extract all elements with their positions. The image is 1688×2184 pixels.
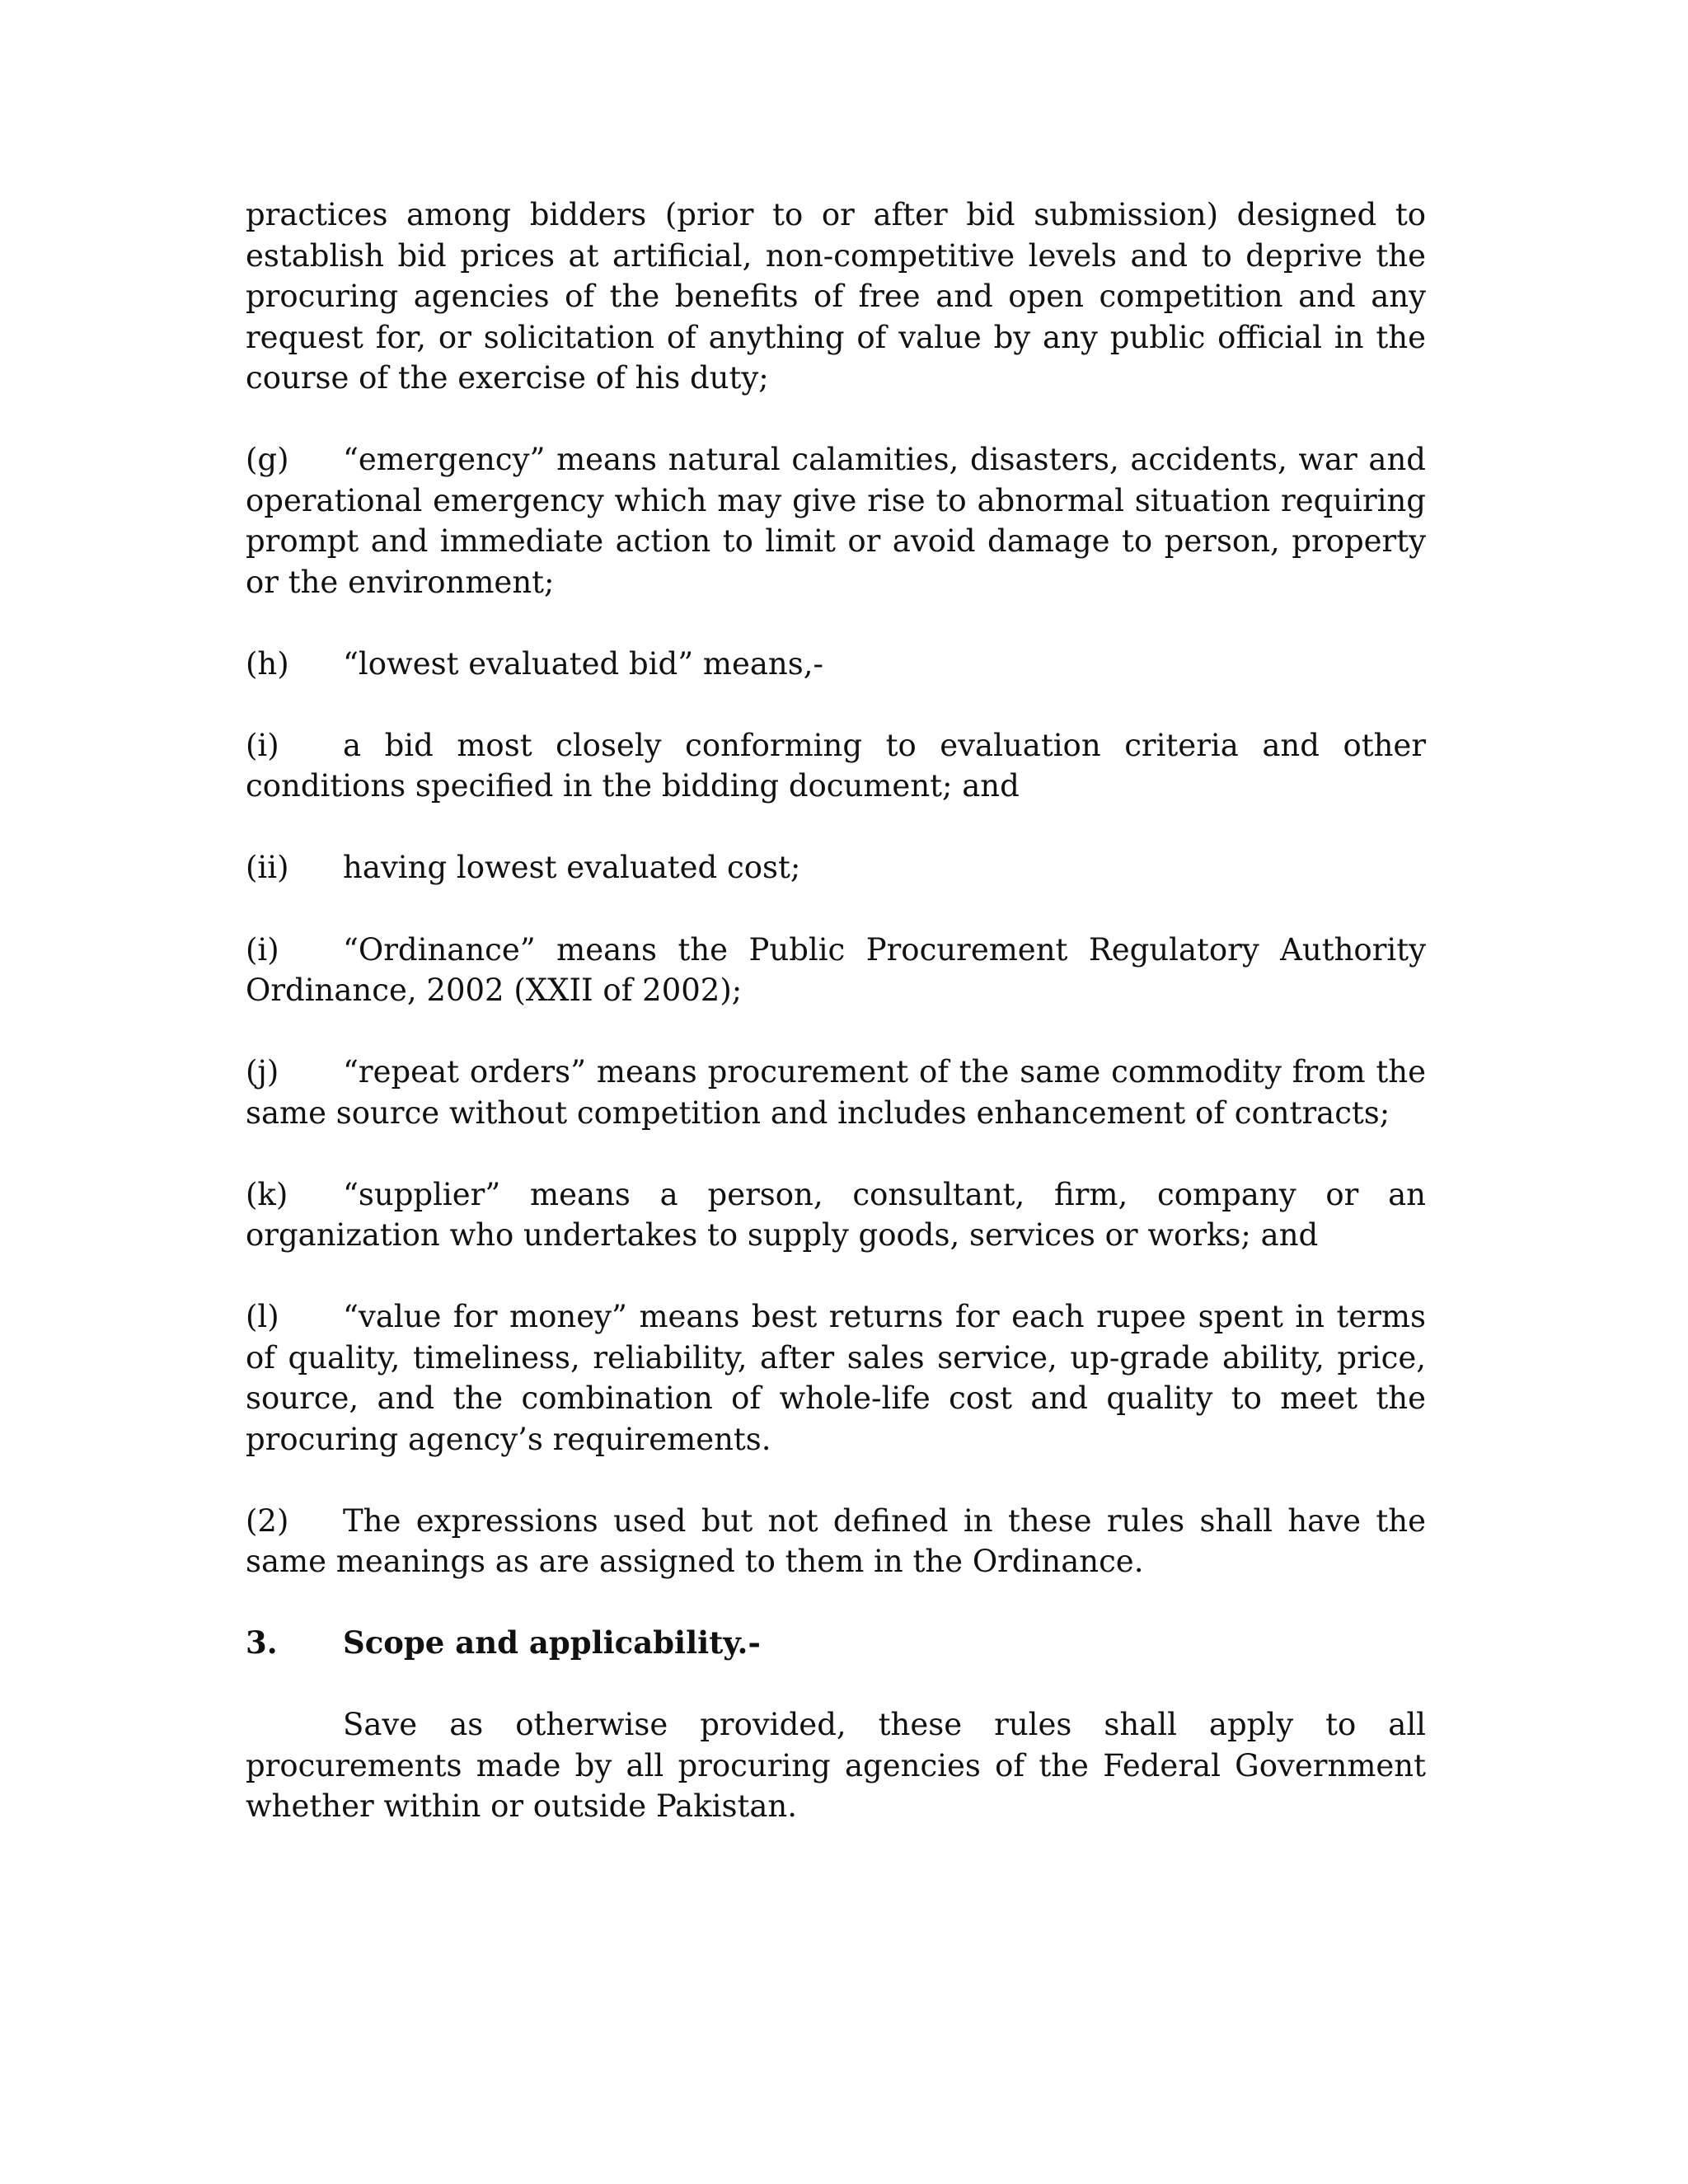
clause-label: (ii)	[246, 850, 289, 885]
definition-repeat-orders	[246, 1052, 1426, 1133]
section-heading	[246, 1623, 1426, 1664]
definition-emergency	[246, 439, 1426, 602]
section-text: Save as otherwise provided, these rules shall apply to all procurements made by all procuring agencies of the Federal Government whether within or outside Pakistan.	[246, 1707, 1426, 1824]
clause-label: (2)	[246, 1502, 289, 1539]
clause-label: (i)	[246, 931, 279, 968]
clause-text: “supplier” means a person, consultant, firm, company or an organization who undertakes to supply goods, services or works; and	[246, 1176, 1426, 1253]
clause-text: having lowest evaluated cost;	[343, 850, 801, 885]
clause-text: “value for money” means best returns for each rupee spent in terms of quality, timeliness, reliability, after sales service, up-grade ability, price, source, and the combination of whole-life cost and quality to meet the procuring agency’s requirements.	[246, 1299, 1426, 1457]
clause-label: (j)	[246, 1054, 279, 1090]
clause-label: (l)	[246, 1299, 279, 1334]
subclause-ii	[246, 847, 1426, 888]
definition-ordinance	[246, 930, 1426, 1011]
paragraph-continuation: practices among bidders (prior to or after bid submission) designed to establish bid prices at artificial, non-competitive levels and to deprive the procuring agencies of the benefits of free and open competition and any request for, or solicitation of anything of value by any public official in the course of the exercise of his duty;	[246, 197, 1426, 396]
clause-text: “Ordinance” means the Public Procurement Regulatory Authority Ordinance, 2002 (XXII of 2002);	[246, 931, 1426, 1008]
definition-lowest-evaluated-bid	[246, 644, 1426, 685]
definition-supplier	[246, 1174, 1426, 1256]
clause-text: “repeat orders” means procurement of the same commodity from the same source without competition and includes enhancement of contracts;	[246, 1054, 1426, 1131]
clause-text: “lowest evaluated bid” means,-	[343, 645, 824, 682]
clause-label: (k)	[246, 1176, 288, 1212]
definition-value-for-money	[246, 1296, 1426, 1460]
subclause-i	[246, 725, 1426, 807]
clause-label: (h)	[246, 645, 289, 682]
section-number: 3.	[246, 1624, 278, 1661]
section-body	[246, 1704, 1426, 1827]
clause-label: (i)	[246, 727, 279, 763]
clause-text: The expressions used but not defined in these rules shall have the same meanings as are assigned to them in the Ordinance.	[246, 1502, 1426, 1579]
clause-text: a bid most closely conforming to evaluation criteria and other conditions specified in the bidding document; and	[246, 727, 1426, 804]
document-page	[246, 194, 1426, 1868]
clause-label: (g)	[246, 442, 289, 477]
section-title: Scope and applicability.-	[343, 1624, 761, 1661]
subrule-2	[246, 1501, 1426, 1582]
clause-text: “emergency” means natural calamities, disasters, accidents, war and operational emergency which may give rise to abnormal situation requiring prompt and immediate action to limit or avoid damage to person, property or the environment;	[246, 442, 1426, 600]
